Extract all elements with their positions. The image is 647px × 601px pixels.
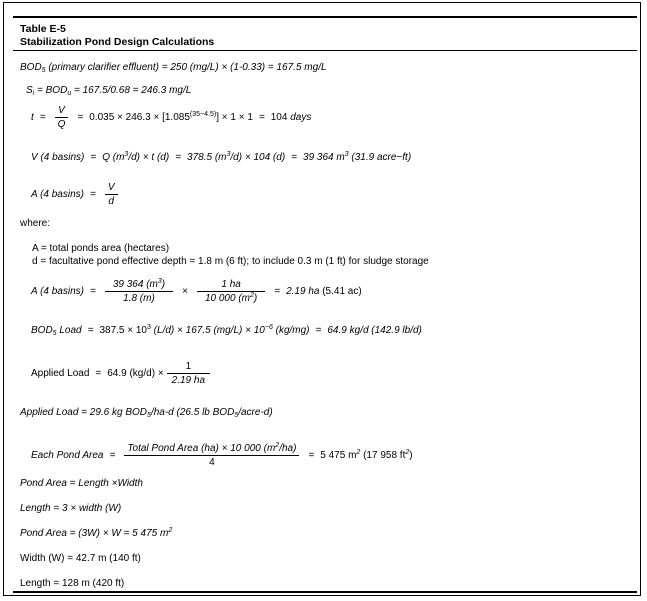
- applied-load-fraction: $\frac{1}{2.19 ha}$: [167, 361, 210, 386]
- header-rule: [13, 50, 637, 51]
- definition-d: d = facultative pond effective depth = 1.8 m (6 ft); to include 0.3 m (1 ft) for sludge storage: [32, 256, 429, 267]
- each-pond-area-equation: Each Pond Area = $\frac{Total Pond Area (ha) \times 10 000 (m^2/ha)}{4}$ = 5 475 $m^2$ (17 958 $ft^2$): [31, 442, 413, 468]
- top-rule: [13, 16, 637, 18]
- a-fraction: $\frac{V}{d}$: [105, 182, 118, 207]
- pond-area-definition: Pond Area = Length ×Width: [20, 478, 143, 489]
- applied-load-equation: Applied Load = 64.9 (kg/d) × $\frac{1}{2.19 ha}$: [31, 361, 213, 386]
- si-line: $S_i = BOD_u = 167.5/0.68 = 246.3$ mg/L: [26, 85, 192, 97]
- bod-load-equation: $BOD_5$ Load = $387.5 \times 10^3$ (L/d) × 167.5 $(mg/L) \times 10^{-6}$ (kg/mg) = 64.9 kg/d (142.9 lb/d): [31, 324, 422, 337]
- pond-area-solve: Pond Area = (3W) × W = 5 475 $m^2$: [20, 527, 173, 539]
- table-number: Table E-5: [20, 23, 66, 35]
- a-equation: A (4 basins) = $\frac{V}{d}$: [31, 182, 121, 207]
- table-title: Stabilization Pond Design Calculations: [20, 36, 215, 48]
- where-label: where:: [20, 218, 51, 229]
- hectare-conversion-fraction: $\frac{1 ha}{10 000 (m^2)}$: [197, 279, 265, 304]
- bottom-rule: [13, 591, 637, 593]
- v-equation: V (4 basins) = Q $(m^3/d) \times t$ (d) = 378.5 $(m^3/d) \times 104$ (d) = 39 364 $m^3$ (31.9 acre−ft): [31, 151, 412, 163]
- a-area-equation: A (4 basins) = $\frac{39 364 (m^3)}{1.8 (m)}$ × $\frac{1 ha}{10 000 (m^2)}$ = 2.19 ha (5.41 ac): [31, 278, 362, 304]
- length-definition: Length = 3 × width (W): [20, 503, 122, 514]
- definition-a: A = total ponds area (hectares): [32, 243, 170, 254]
- bod5-line: $BOD_5$ (primary clarifier effluent) = 250 (mg/L) × (1-0.33) = 167.5 mg/L: [20, 62, 327, 74]
- length-result: Length = 128 m (420 ft): [20, 578, 125, 589]
- applied-load-result: Applied Load = 29.6 kg $BOD_5/ha-d$ (26.5 lb $BOD_5/acre-d$): [20, 407, 273, 419]
- width-result: Width (W) = 42.7 m (140 ft): [20, 553, 141, 564]
- t-equation: t = $\frac{V}{Q}$ = $0.035 \times 246.3 \times [1.085^{(35-4.5)}] \times 1 \times 1 = 104$ days: [31, 105, 312, 130]
- t-fraction: $\frac{V}{Q}$: [55, 105, 69, 130]
- each-pond-fraction: $\frac{Total Pond Area (ha) \times 10 000 (m^2/ha)}{4}$: [124, 443, 299, 468]
- volume-depth-fraction: $\frac{39 364 (m^3)}{1.8 (m)}$: [105, 279, 173, 304]
